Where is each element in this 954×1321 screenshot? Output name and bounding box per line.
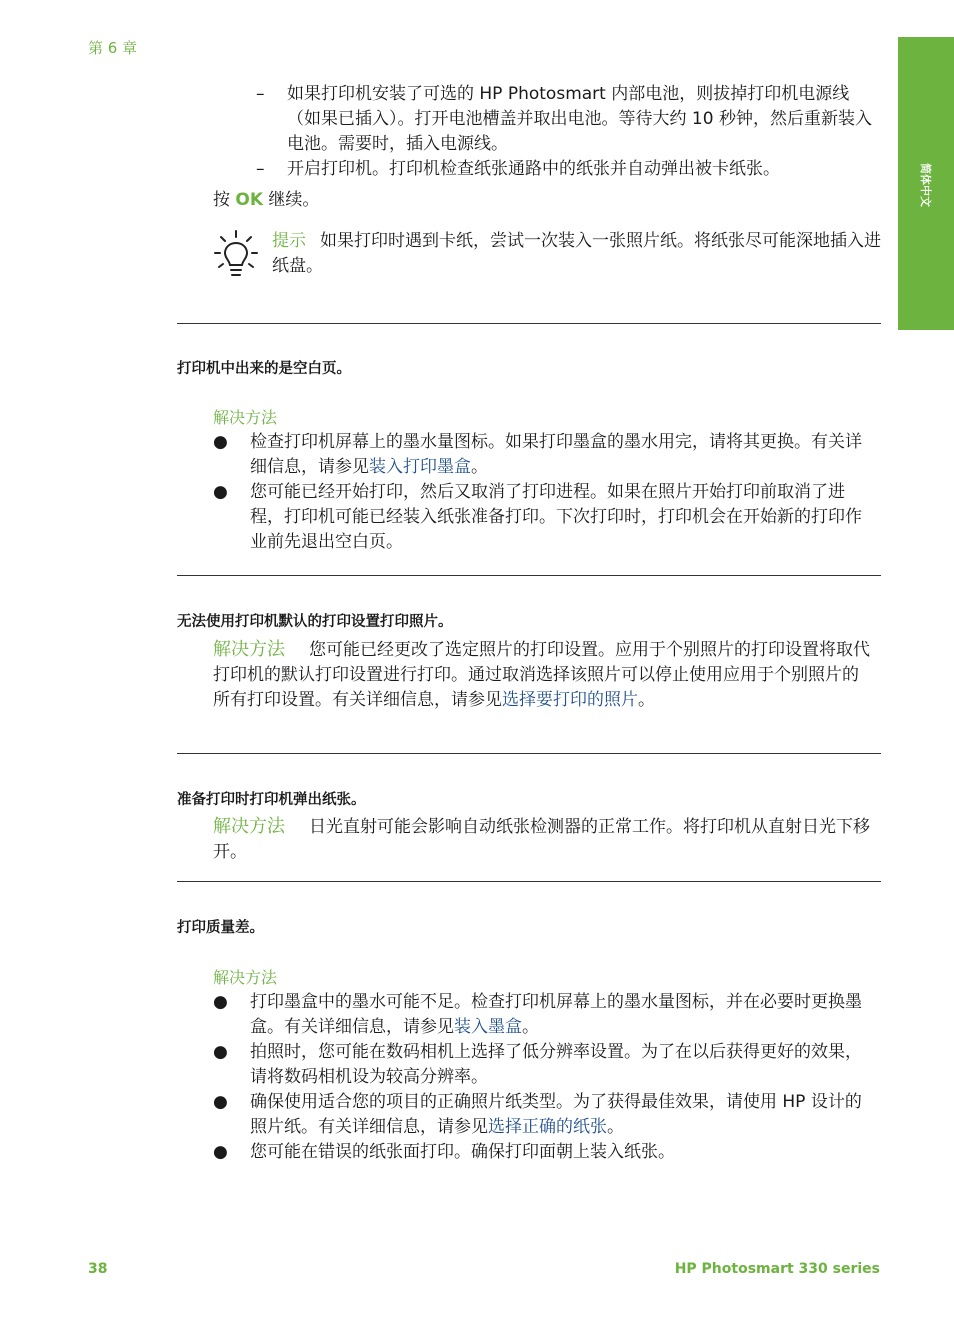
bullet-icon: ● [213, 1042, 228, 1062]
list-item [213, 1140, 868, 1165]
solution-label: 解决方法 [213, 968, 278, 987]
bullet-icon: ● [213, 992, 228, 1012]
section-heading: 打印质量差。 [177, 920, 264, 936]
list-item-end: 。 [607, 1117, 624, 1137]
list-item-end: 。 [471, 457, 488, 477]
list-item [213, 1040, 868, 1090]
section-heading: 打印机中出来的是空白页。 [177, 361, 351, 377]
solution-paragraph [213, 637, 873, 713]
dash-mark: – [256, 159, 265, 179]
lightbulb-icon [213, 229, 259, 279]
chapter-label: 第 6 章 [88, 39, 138, 57]
tip-text [272, 229, 882, 279]
dash-item-text: 如果打印机安装了可选的 HP Photosmart 内部电池，则拔掉打印机电源线（如果已插入）。打开电池槽盖并取出电池。等待大约 10 秒钟，然后重新装入电池。需要时，插入电源线。 [287, 84, 872, 154]
solution-label: 解决方法 [213, 408, 278, 427]
press-suffix: 继续。 [263, 190, 320, 210]
section-heading: 准备打印时打印机弹出纸张。 [177, 792, 366, 808]
list-item-text: 您可能已经开始打印，然后又取消了打印进程。如果在照片开始打印前取消了进程，打印机可能已经装入纸张准备打印。下次打印时，打印机会在开始新的打印作业前先退出空白页。 [250, 482, 862, 552]
list-item-end: 。 [522, 1017, 539, 1037]
tip-body: 如果打印时遇到卡纸，尝试一次装入一张照片纸。将纸张尽可能深地插入进纸盘。 [272, 231, 881, 276]
solution-list [213, 990, 868, 1165]
tip-label: 提示 [272, 231, 306, 251]
list-item [213, 480, 868, 555]
solution-label: 解决方法 [213, 816, 285, 837]
solution-text: 日光直射可能会影响自动纸张检测器的正常工作。将打印机从直射日光下移开。 [213, 817, 870, 862]
section-heading: 无法使用打印机默认的打印设置打印照片。 [177, 614, 453, 630]
list-item-text: 检查打印机屏幕上的墨水量图标。如果打印墨盒的墨水用完，请将其更换。有关详细信息，请参见 [250, 432, 862, 477]
dash-item-text: 开启打印机。打印机检查纸张通路中的纸张并自动弹出被卡纸张。 [287, 159, 780, 179]
bullet-icon: ● [213, 432, 228, 452]
list-item-text: 您可能在错误的纸张面打印。确保打印面朝上装入纸张。 [250, 1142, 675, 1162]
solution-text: 您可能已经更改了选定照片的打印设置。应用于个别照片的打印设置将取代打印机的默认打印设置进行打印。通过取消选择该照片可以停止使用应用于个别照片的所有打印设置。有关详细信息，请参见 [213, 640, 870, 710]
list-item-text: 确保使用适合您的项目的正确照片纸类型。为了获得最佳效果，请使用 HP 设计的照片纸。有关详细信息，请参见 [250, 1092, 862, 1137]
section-divider [177, 753, 881, 754]
page-number: 38 [88, 1261, 108, 1277]
dash-item [256, 157, 876, 182]
solution-label: 解决方法 [213, 639, 285, 660]
side-language-tab [898, 37, 954, 330]
cross-reference-link[interactable]: 选择正确的纸张 [488, 1117, 607, 1137]
press-prefix: 按 [213, 190, 236, 210]
list-item [213, 990, 868, 1040]
solution-paragraph [213, 814, 873, 865]
bullet-icon: ● [213, 1092, 228, 1112]
list-item-text: 拍照时，您可能在数码相机上选择了低分辨率设置。为了在以后获得更好的效果，请将数码相机设为较高分辨率。 [250, 1042, 862, 1087]
section-divider [177, 575, 881, 576]
press-ok-line [213, 188, 873, 213]
cross-reference-link[interactable]: 选择要打印的照片 [502, 690, 638, 710]
product-title: HP Photosmart 330 series [674, 1261, 880, 1277]
side-tab-label: 简体中文 [919, 163, 932, 207]
ok-key-label: OK [235, 190, 264, 210]
solution-end: 。 [638, 690, 655, 710]
list-item-text: 打印墨盒中的墨水可能不足。检查打印机屏幕上的墨水量图标，并在必要时更换墨盒。有关详细信息，请参见 [250, 992, 862, 1037]
solution-list [213, 430, 868, 555]
dash-mark: – [256, 84, 265, 104]
section-divider [177, 323, 881, 324]
bullet-icon: ● [213, 1142, 228, 1162]
list-item [213, 430, 868, 480]
list-item [213, 1090, 868, 1140]
section-divider [177, 881, 881, 882]
cross-reference-link[interactable]: 装入打印墨盒 [369, 457, 471, 477]
bullet-icon: ● [213, 482, 228, 502]
dash-item [256, 82, 876, 157]
cross-reference-link[interactable]: 装入墨盒 [454, 1017, 522, 1037]
